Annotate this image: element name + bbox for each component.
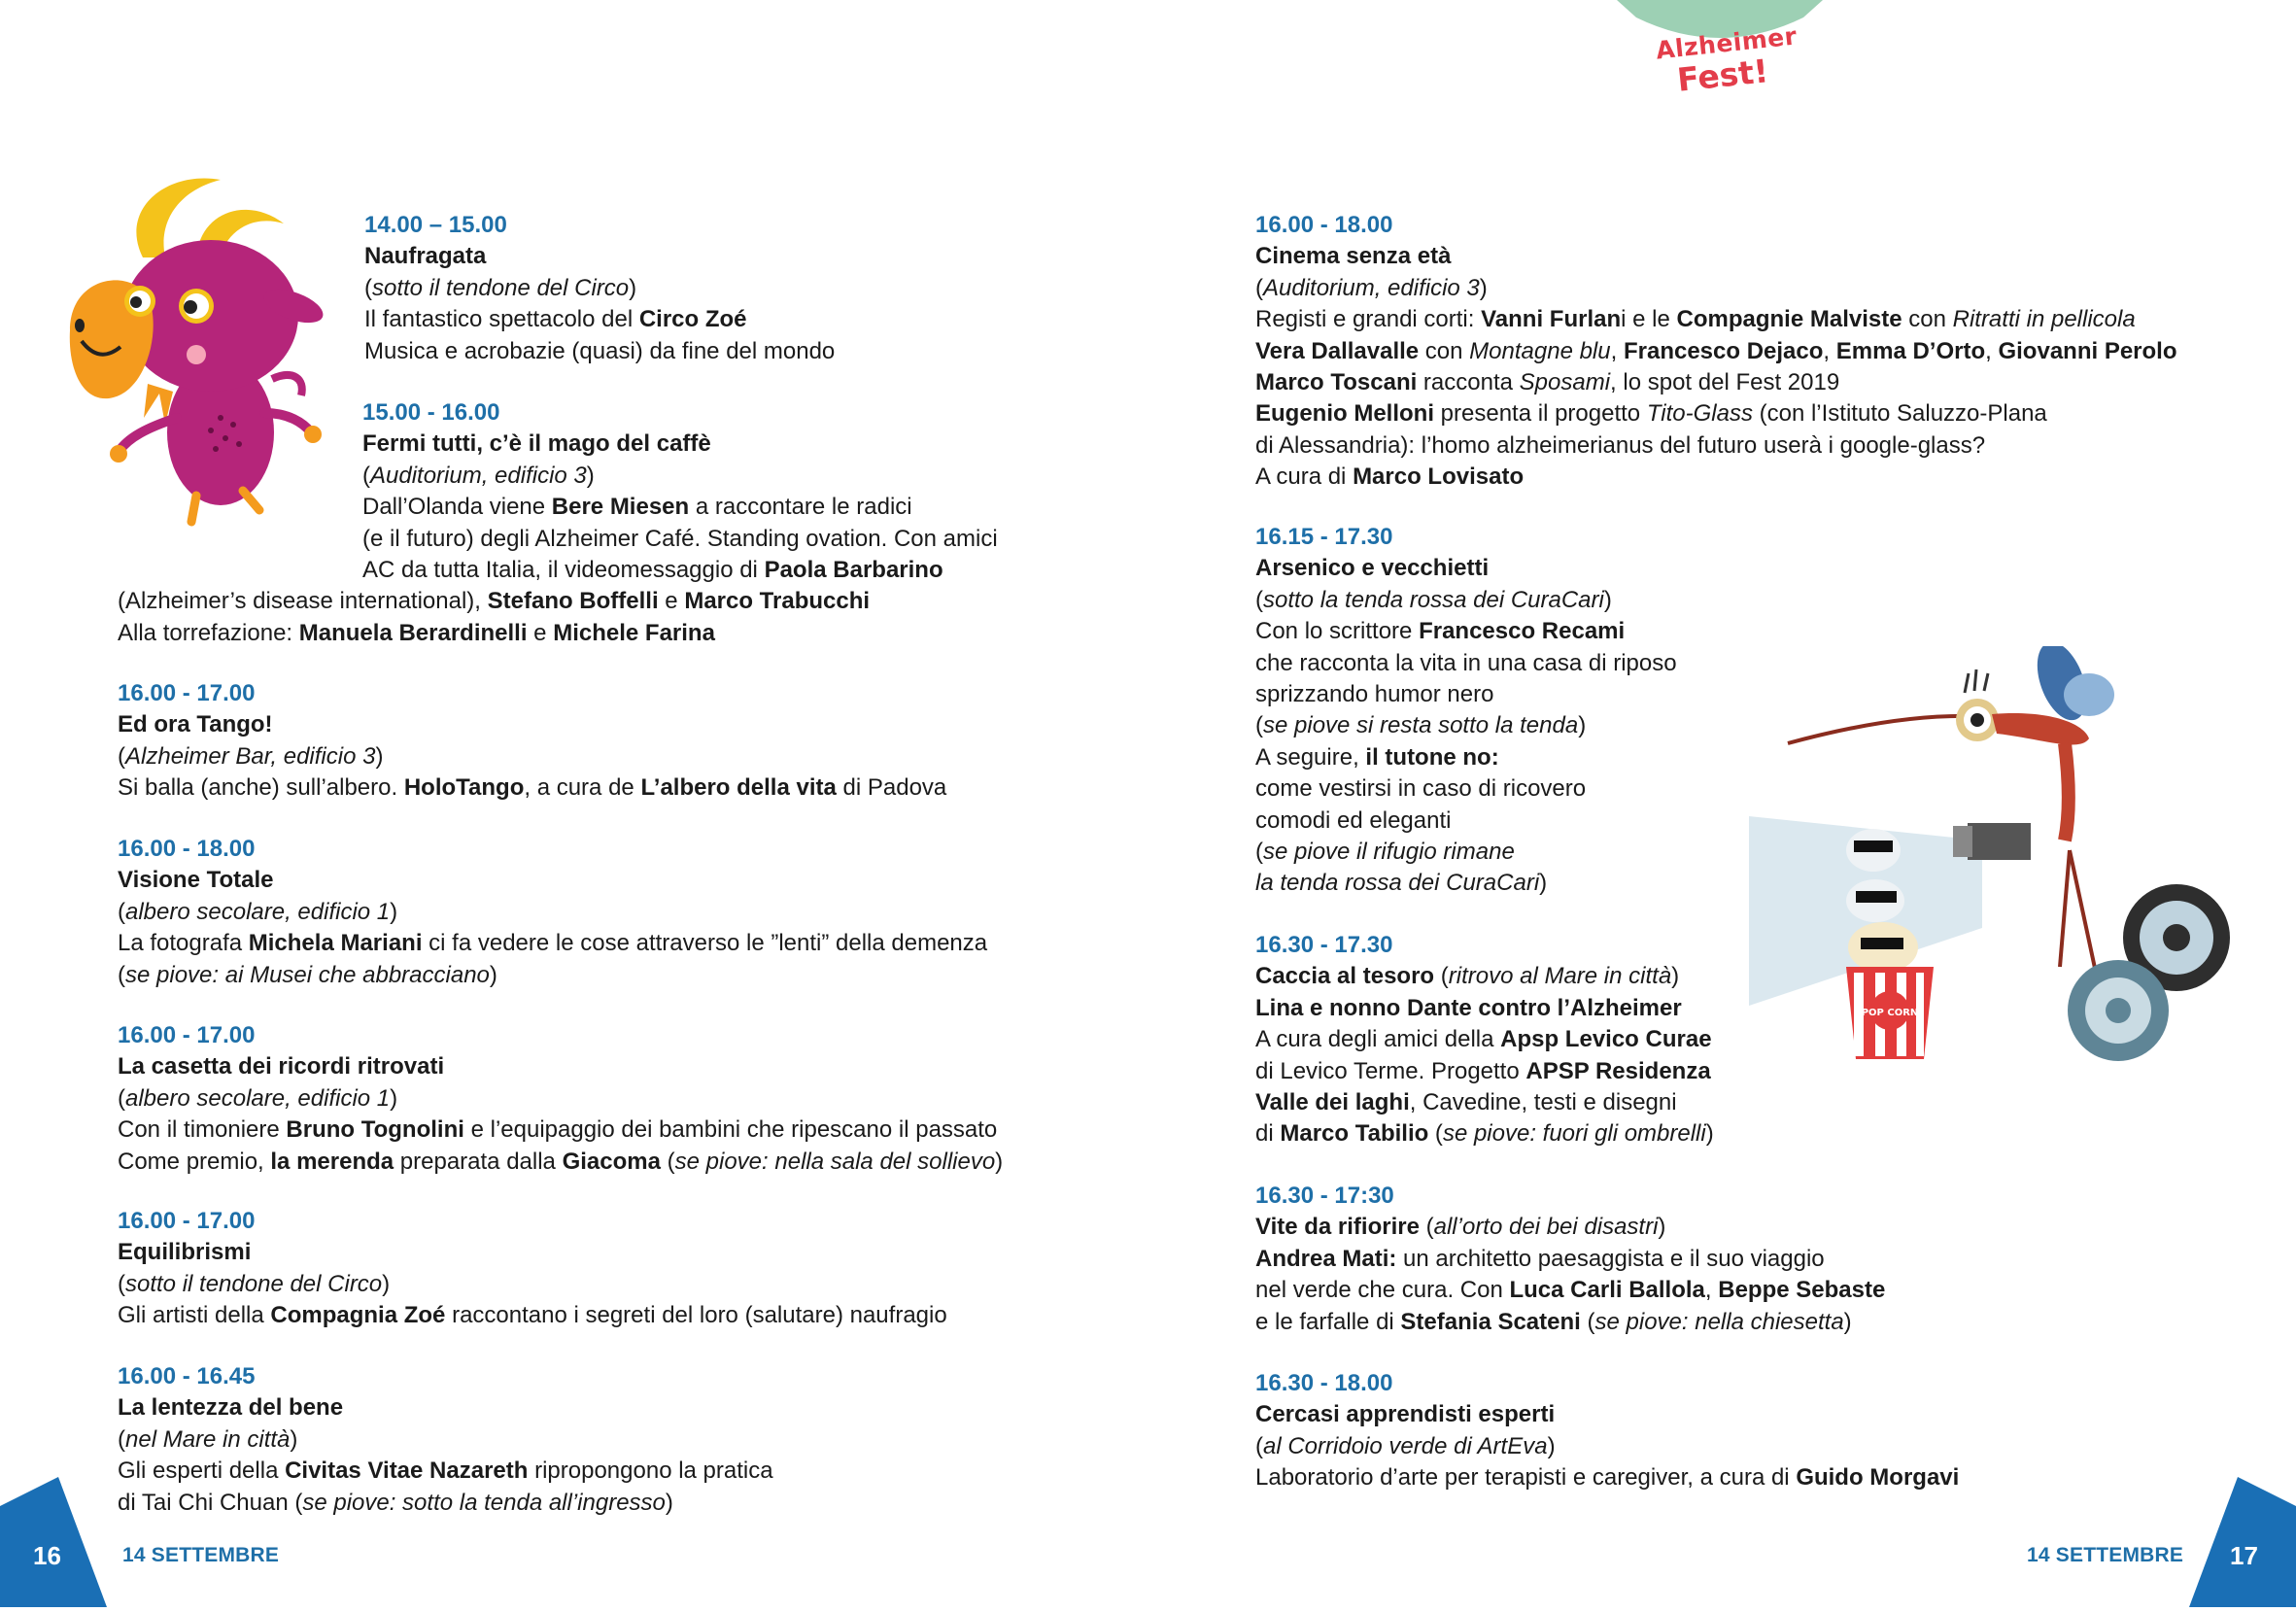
event-line [1255,1307,1885,1338]
text: (Alzheimer’s disease international), [118,588,488,615]
bold-text: La casetta dei ricordi ritrovati [118,1053,445,1080]
event-line [118,865,987,896]
bold-text: Stefano Boffelli [487,588,659,615]
event-line [1255,1399,1959,1430]
event-line [118,1269,947,1300]
text: ( [1419,1214,1434,1241]
event-line [118,928,987,959]
event-line [118,897,987,928]
text: ( [1255,839,1263,866]
event-line [1255,868,1677,899]
text: ( [660,1148,675,1175]
text: ( [1255,1432,1263,1459]
right-page-number: 17 [2230,1541,2258,1570]
event-line [1255,679,1677,710]
mosquito-projector-illustration [1749,646,2235,1103]
text: ) [629,274,637,301]
text: , [1985,337,1999,364]
event-line [118,741,946,772]
event-line [1255,585,1677,616]
event-line [1255,462,2177,493]
text: , lo spot del Fest 2019 [1610,369,1840,396]
italic-text: albero secolare, edificio 1 [125,1084,391,1112]
text: ci fa vedere le cose attraverso le ”lenti” della demenza [422,930,988,957]
bold-text: Caccia al tesoro [1255,963,1435,990]
text: di Alessandria): l’homo alzheimerianus del futuro userà i google-glass? [1255,431,1986,459]
event-line [118,1456,773,1487]
event-line [1255,710,1677,741]
event-line [1255,837,1677,868]
event-time: 16.00 - 17.00 [118,1208,256,1234]
text: , [1610,337,1624,364]
bold-text: Vanni Furlan [1481,306,1622,333]
text: Con lo scrittore [1255,618,1420,645]
event-line [118,960,987,991]
text: A cura degli amici della [1255,1026,1501,1053]
event-line [1255,773,1677,805]
event-line [1255,273,2177,304]
text: ( [1580,1308,1595,1335]
event-time: 16.00 - 17.00 [118,680,256,706]
italic-text: la tenda rossa dei CuraCari [1255,870,1540,897]
text: (e il futuro) degli Alzheimer Café. Standing ovation. Con amici [362,525,998,552]
event-time: 16.00 - 17.00 [118,1022,256,1048]
text: ( [118,898,125,925]
event-time: 16.30 - 17.30 [1255,932,1393,958]
text: ( [118,1270,125,1297]
event-line [364,273,835,304]
text: ( [1255,586,1263,613]
bold-text: Marco Toscani [1255,369,1418,396]
text: ( [118,1084,125,1112]
text: raccontano i segreti del loro (salutare) naufragio [445,1302,947,1329]
italic-text: Auditorium, edificio 3 [1263,274,1480,301]
bold-text: Cercasi apprendisti esperti [1255,1401,1556,1428]
bold-text: Naufragata [364,243,487,270]
text: di Levico Terme. Progetto [1255,1057,1526,1084]
event-line [362,429,998,460]
text: ) [390,898,398,925]
event-line [1255,1462,1959,1493]
event-line [1255,430,2177,462]
text: La fotografa [118,930,249,957]
text: di Padova [836,774,947,802]
text: ) [1603,586,1612,613]
bold-text: Guido Morgavi [1796,1464,1960,1492]
bold-text: Bruno Tognolini [286,1116,464,1144]
bold-text: la merenda [270,1148,394,1175]
italic-text: se piove: sotto la tenda all’ingresso [302,1489,666,1516]
text: ) [586,462,595,489]
text: che racconta la vita in una casa di riposo [1255,649,1677,676]
bold-text: Luca Carli Ballola [1509,1277,1705,1304]
text: Musica e acrobazie (quasi) da fine del mondo [364,337,836,364]
event-line [118,1300,947,1331]
text: ) [382,1270,391,1297]
text: preparata dalla [394,1148,563,1175]
bold-text: La lentezza del bene [118,1394,344,1422]
event-line [118,772,946,804]
bold-text: Marco Tabilio [1280,1120,1429,1148]
bold-text: Michele Farina [553,619,715,646]
text: ( [1428,1120,1443,1148]
event-line [118,709,946,740]
text: i e le [1621,306,1677,333]
event-line [364,304,835,335]
text: e [658,588,685,615]
text: nel verde che cura. Con [1255,1277,1510,1304]
left-footer-date: 14 SETTEMBRE [122,1544,280,1566]
event-block [1255,1368,1959,1494]
italic-text: se piove: nella chiesetta [1594,1308,1844,1335]
bold-text: Equilibrismi [118,1239,252,1266]
event-block [1255,522,1677,900]
italic-text: sotto il tendone del Circo [372,274,630,301]
event-time: 16.00 - 16.45 [118,1363,256,1389]
text: ( [118,961,125,988]
bold-text: Civitas Vitae Nazareth [285,1458,529,1485]
event-line [364,336,835,367]
text: AC da tutta Italia, il videomessaggio di [362,557,765,584]
event-block [118,834,987,991]
event-block [1255,930,1714,1150]
bold-text: Paola Barbarino [764,557,943,584]
event-block [118,678,946,805]
event-line [118,1424,773,1456]
event-time: 16.15 - 17.30 [1255,524,1393,550]
text: Laboratorio d’arte per terapisti e caregiver, a cura di [1255,1464,1797,1492]
text: Dall’Olanda viene [362,494,552,521]
text: ) [489,961,497,988]
event-line [118,1237,947,1268]
bold-text: Eugenio Melloni [1255,400,1434,428]
event-line [1255,1118,1714,1149]
bold-text: Fermi tutti, c’è il mago del caffè [362,430,711,458]
text: , a cura de [524,774,641,802]
event-line [1255,1212,1885,1243]
event-line [1255,648,1677,679]
bold-text: HoloTango [403,774,525,802]
text: Alla torrefazione: [118,619,299,646]
event-line [1255,1244,1885,1275]
event-line [362,461,998,492]
bold-text: Compagnia Zoé [270,1302,446,1329]
bold-text: Compagnie Malviste [1676,306,1902,333]
bold-text: Circo Zoé [638,306,747,333]
event-line [118,1147,1003,1178]
bold-text: Francesco Dejaco [1623,337,1824,364]
text: racconta [1417,369,1520,396]
event-line [362,492,998,523]
event-line [1255,961,1714,992]
event-line [1255,553,1677,584]
italic-text: Montagne blu [1469,337,1611,364]
italic-text: Ritratti in pellicola [1952,306,2136,333]
italic-text: se piove il rifugio rimane [1263,839,1515,866]
event-block [1255,1181,1885,1338]
event-line [118,1083,1003,1115]
event-time: 16.30 - 17:30 [1255,1183,1394,1209]
event-line [118,1115,1003,1146]
text: ) [665,1489,673,1516]
text: ) [1705,1120,1714,1148]
text: ) [390,1084,398,1112]
bold-text: Michela Mariani [248,930,423,957]
event-line [118,1051,1003,1082]
text: A seguire, [1255,743,1366,771]
popcorn-label: POP CORN [1861,1008,1919,1018]
italic-text: se piove: nella sala del sollievo [674,1148,996,1175]
event-line [118,586,998,617]
italic-text: sotto la tenda rossa dei CuraCari [1263,586,1604,613]
bold-text: L’albero della vita [640,774,837,802]
bold-text: il tutone no: [1365,743,1499,771]
text: con [1419,337,1470,364]
text: Come premio, [118,1148,271,1175]
text: ( [1255,712,1263,739]
event-line [1255,304,2177,335]
event-line [118,618,998,649]
text: ) [1578,712,1587,739]
text: Con il timoniere [118,1116,287,1144]
italic-text: all’orto dei bei disastri [1433,1214,1659,1241]
event-line [118,1488,773,1519]
event-time: 16.00 - 18.00 [118,836,256,862]
bold-text: Manuela Berardinelli [298,619,528,646]
bold-text: Valle dei laghi [1255,1089,1410,1116]
event-block [1255,210,2177,494]
event-line [362,555,998,586]
bold-text: Lina e nonno Dante contro l’Alzheimer [1255,994,1682,1021]
text: Gli esperti della [118,1458,286,1485]
text: A cura di [1255,463,1354,491]
text: comodi ed eleganti [1255,806,1452,834]
text: ) [1671,963,1680,990]
bold-text: Vite da rifiorire [1255,1214,1420,1241]
text: ( [118,742,125,770]
bold-text: Giacoma [562,1148,661,1175]
text: (con l’Istituto Saluzzo-Plana [1752,400,2047,428]
italic-text: Auditorium, edificio 3 [370,462,587,489]
italic-text: sotto il tendone del Circo [125,1270,383,1297]
text: ) [1843,1308,1852,1335]
text: di [1255,1120,1281,1148]
italic-text: se piove si resta sotto la tenda [1263,712,1579,739]
italic-text: nel Mare in città [125,1425,291,1453]
italic-text: al Corridoio verde di ArtEva [1263,1432,1548,1459]
event-time: 16.30 - 18.00 [1255,1370,1393,1396]
text: Il fantastico spettacolo del [364,306,639,333]
italic-text: se piove: fuori gli ombrelli [1442,1120,1706,1148]
text: come vestirsi in caso di ricovero [1255,775,1587,803]
event-line [1255,1087,1714,1118]
text: ( [118,1425,125,1453]
event-line [1255,616,1677,647]
event-block [118,397,998,649]
bold-text: Marco Lovisato [1353,463,1525,491]
italic-text: Alzheimer Bar, edificio 3 [125,742,376,770]
event-block [118,1206,947,1332]
text: presenta il progetto [1434,400,1647,428]
event-line [1255,336,2177,367]
event-line [1255,241,2177,272]
event-line [1255,742,1677,773]
bold-text: Vera Dallavalle [1255,337,1420,364]
goat-illustration [51,170,361,539]
text: e le farfalle di [1255,1308,1401,1335]
text: ) [1539,870,1548,897]
text: Gli artisti della [118,1302,271,1329]
fest-logo [1613,0,1827,107]
text: ) [375,742,384,770]
bold-text: Marco Trabucchi [684,588,871,615]
event-line [1255,1056,1714,1087]
event-line [362,524,998,555]
italic-text: Sposami [1519,369,1611,396]
bold-text: Beppe Sebaste [1718,1277,1886,1304]
event-block [118,1020,1003,1178]
bold-text: Stefania Scateni [1400,1308,1581,1335]
logo-text-alzheimer: Alzheimer [1654,21,1799,65]
event-line [1255,1431,1959,1462]
bold-text: Andrea Mati: [1255,1245,1397,1272]
text: Si balla (anche) sull’albero. [118,774,404,802]
bold-text: Emma D’Orto [1835,337,1986,364]
bold-text: Visione Totale [118,867,274,894]
bold-text: APSP Residenza [1525,1057,1711,1084]
italic-text: ritrovo al Mare in città [1448,963,1672,990]
text: ) [995,1148,1004,1175]
event-line [118,1392,773,1423]
text: ( [364,274,372,301]
event-line [1255,1275,1885,1306]
text: sprizzando humor nero [1255,681,1494,708]
event-line [1255,1024,1714,1055]
italic-text: Tito-Glass [1646,400,1753,428]
bold-text: Cinema senza età [1255,243,1452,270]
text: di Tai Chi Chuan ( [118,1489,303,1516]
bold-text: Arsenico e vecchietti [1255,555,1490,582]
text: un architetto paesaggista e il suo viaggio [1396,1245,1825,1272]
text: ( [1255,274,1263,301]
event-time: 16.00 - 18.00 [1255,212,1393,238]
event-line [364,241,835,272]
bold-text: Apsp Levico Curae [1500,1026,1712,1053]
text: ) [1547,1432,1556,1459]
italic-text: se piove: ai Musei che abbracciano [125,961,490,988]
text: a raccontare le radici [689,494,912,521]
event-line [1255,367,2177,398]
text: ) [290,1425,298,1453]
text: ( [1434,963,1449,990]
text: ( [362,462,370,489]
logo-text-fest: Fest! [1675,51,1770,99]
bold-text: Ed ora Tango! [118,711,273,738]
text: , [1823,337,1836,364]
text: Registi e grandi corti: [1255,306,1482,333]
text: ) [1479,274,1488,301]
text: e l’equipaggio dei bambini che ripescano il passato [463,1116,998,1144]
right-footer-date: 14 SETTEMBRE [2027,1544,2184,1566]
event-block [364,210,835,367]
left-page-number: 16 [33,1541,61,1570]
event-time: 14.00 – 15.00 [364,212,507,238]
event-line [1255,806,1677,837]
event-line [1255,398,2177,429]
text: , [1704,1277,1719,1304]
event-time: 15.00 - 16.00 [362,399,500,426]
text: ripropongono la pratica [528,1458,773,1485]
italic-text: albero secolare, edificio 1 [125,898,391,925]
text: ) [1658,1214,1666,1241]
text: con [1902,306,1953,333]
text: e [527,619,554,646]
bold-text: Giovanni Perolo [1998,337,2177,364]
event-block [118,1361,773,1519]
bold-text: Bere Miesen [551,494,690,521]
bold-text: Francesco Recami [1419,618,1626,645]
text: , Cavedine, testi e disegni [1409,1089,1677,1116]
event-line [1255,993,1714,1024]
